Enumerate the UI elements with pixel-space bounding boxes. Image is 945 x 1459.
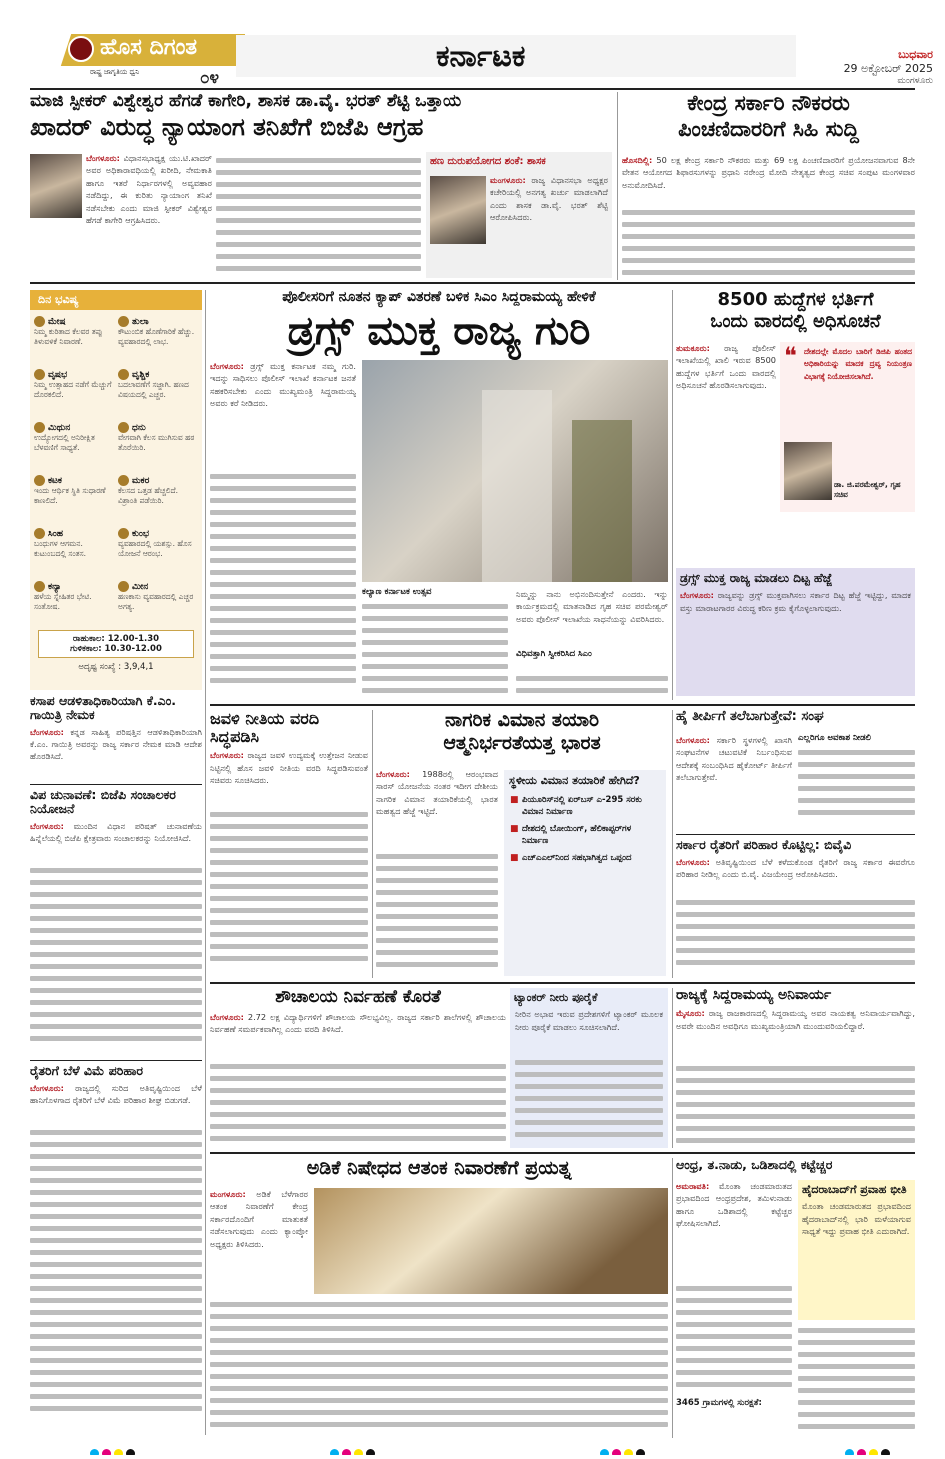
dateline: ಅಮರಾವತಿ: [676, 1181, 710, 1191]
lead-story-drugs [210, 290, 668, 700]
story-lead: ಮೊಂತಾ ಚಂಡಮಾರುತದ ಪ್ರಭಾವದಿಂದ ಆಂಧ್ರಪ್ರದೇಶ, ತಮಿಳುನಾಡು ಹಾಗೂ ಒಡಿಶಾದಲ್ಲಿ ಕಟ್ಟೆಚ್ಚರ ಘೋಷಿಸಲಾಗಿದೆ. [676, 1181, 792, 1229]
inset-lead: ರಾಜ್ಯ ವಿಧಾನಸಭಾ ಅಧ್ಯಕ್ಷರ ಕಚೇರಿಯಲ್ಲಿ ಅನಗತ್ಯ ಖರ್ಚು ಮಾಡಲಾಗಿದೆ ಎಂದು ಶಾಸಕ ಡಾ.ವೈ. ಭರತ್ ಶೆಟ್ಟಿ ಆರೋಪಿಸಿದರು. [490, 175, 608, 223]
zodiac-icon [118, 369, 129, 380]
dateline: ಬೆಂಗಳೂರು: [30, 820, 64, 831]
zodiac-sign [118, 316, 198, 366]
story-lead: ರಾಜ್ಯ ಪೊಲೀಸ್ ಇಲಾಖೆಯಲ್ಲಿ ಖಾಲಿ ಇರುವ 8500 ಹುದ್ದೆಗಳ ಭರ್ತಿಗೆ ಒಂದು ವಾರದಲ್ಲಿ ಅಧಿಸೂಚನೆ ಹೊರಡಿಸಲಾಗುವುದು. [676, 343, 776, 391]
story-kasap [30, 694, 202, 782]
story-headline: ವಿಪ ಚುನಾವಣೆ: ಬಿಜೆಪಿ ಸಂಚಾಲಕರ ನಿಯೋಜನೆ [30, 788, 176, 816]
zodiac-sign [34, 422, 114, 472]
zodiac-text: ನಿಮ್ಮ ಉತ್ಸಾಹದ ನಡೆಗೆ ಮೆಚ್ಚುಗೆ ದೊರಕಲಿದೆ. [34, 380, 112, 399]
story-hc-verdict [676, 710, 915, 830]
box-text: ಮೊಂತಾ ಚಂಡಮಾರುತದ ಪ್ರಭಾವದಿಂದ ಹೈದರಾಬಾದ್‌ನಲ್ಲಿ ಭಾರಿ ಮಳೆಯಾಗುವ ಸಾಧ್ಯತೆ ಇದ್ದು ಪ್ರವಾಹ ಭೀತಿ ಎದುರಾಗಿದೆ. [802, 1201, 911, 1236]
dateline: ಬೆಂಗಳೂರು: [680, 590, 714, 601]
registration-marks [600, 1443, 660, 1455]
zodiac-icon [34, 581, 45, 592]
stat-label: 3465 ಗ್ರಾಮಗಳಲ್ಲಿ ಸುರಕ್ಷತೆ: [676, 1398, 762, 1408]
dateline: ಬೆಂಗಳೂರು: [30, 726, 64, 737]
zodiac-sign [34, 369, 114, 419]
zodiac-sign [118, 475, 198, 525]
zodiac-name: ಕಟಕ [48, 476, 62, 486]
story-lead: ಮುಂದಿನ ವಿಧಾನ ಪರಿಷತ್ ಚುನಾವಣೆಯ ಹಿನ್ನೆಲೆಯಲ್ಲಿ ಬಿಜೆಪಿ ಕ್ಷೇತ್ರವಾರು ಸಂಚಾಲಕರನ್ನು ನಿಯೋಜಿಸಿದೆ. [30, 820, 202, 843]
story-body-col3 [516, 588, 668, 698]
lucky-numbers: ಅದೃಷ್ಟ ಸಂಖ್ಯೆ : 3,9,4,1 [78, 662, 154, 672]
zodiac-name: ಧನು [132, 423, 146, 433]
story-headline: ಡ್ರಗ್ಸ್ ಮುಕ್ತ ರಾಜ್ಯ ಮಾಡಲು ದಿಟ್ಟ ಹೆಜ್ಜೆ [680, 571, 833, 585]
story-body [798, 734, 915, 826]
story-headline: ಹೈ ತೀರ್ಪಿಗೆ ತಲೆಬಾಗುತ್ತೇವೆ: ಸಂಘ [676, 710, 824, 724]
campco-meeting-photo [314, 1188, 668, 1294]
zodiac-sign [34, 528, 114, 578]
zodiac-name: ತುಲಾ [132, 317, 149, 327]
story-vipa [30, 788, 202, 1058]
zodiac-icon [118, 528, 129, 539]
story-lead: ವಿಧಾನಸಭಾಧ್ಯಕ್ಷ ಯು.ಟಿ.ಖಾದರ್ ಅವರ ಅಧಿಕಾರಾವಧಿಯಲ್ಲಿ ಖರೀದಿ, ನೇಮಕಾತಿ ಹಾಗೂ ಇತರೆ ನಿರ್ಧಾರಗಳಲ್ಲಿ ಅವ್ಯವಹಾರ ನಡೆದಿದ್ದು, ಈ ಕುರಿತು ನ್ಯಾಯಾಂಗ ತನಿಖೆ ನಡೆಸಬೇಕು ಎಂದು ಮಾಜಿ ಸ್ಪೀಕರ್ ವಿಶ್ವೇಶ್ವರ ಹೆಗಡೆ ಕಾಗೇರಿ ಆಗ್ರಹಿಸಿದರು. [86, 153, 212, 226]
story-pension [622, 92, 915, 280]
story-textile [210, 710, 368, 978]
registration-marks [330, 1443, 390, 1455]
registration-marks [845, 1443, 905, 1455]
story-headline-line2: ಒಂದು ವಾರದಲ್ಲಿ ಅಧಿಸೂಚನೆ [710, 310, 881, 332]
zodiac-text: ಬದಲಾವಣೆಗೆ ಸಜ್ಜಾಗಿ. ಹಣದ ವಿಷಯದಲ್ಲಿ ಎಚ್ಚರ. [118, 380, 189, 399]
factbox-item: ■ ಪಿಯೂರಿಸ್‌ನಲ್ಲಿ ಏರ್‌ಬಸ್ ಎ-295 ಸರಕು ವಿಮಾನ ನಿರ್ಮಾಣ [510, 794, 660, 818]
dateline: ಬೆಂಗಳೂರು: [86, 153, 120, 163]
zodiac-sign [118, 369, 198, 419]
story-khader [30, 92, 612, 280]
zodiac-icon [34, 528, 45, 539]
zodiac-name: ವೃಷಭ [48, 370, 68, 380]
zodiac-name: ಕುಂಭ [132, 529, 150, 539]
zodiac-name: ಕನ್ಯಾ [48, 582, 62, 592]
story-cyclone [676, 1158, 915, 1438]
story-headline: ಡ್ರಗ್ಸ್ ಮುಕ್ತ ರಾಜ್ಯ ಗುರಿ [287, 308, 591, 355]
story-farmers-relief [676, 838, 915, 978]
story-headline: ಆಂಧ್ರ, ತ.ನಾಡು, ಒಡಿಶಾದಲ್ಲಿ ಕಟ್ಟೆಚ್ಚರ [676, 1158, 833, 1172]
factbox-items [504, 792, 666, 871]
dateline: ತುಮಕೂರು: [676, 343, 710, 353]
weekday: ಬುಧವಾರ [898, 48, 933, 61]
story-crop-insurance [30, 1064, 202, 1434]
zodiac-text: ಹಣಕಾಸು ವ್ಯವಹಾರದಲ್ಲಿ ಎಚ್ಚರ ಅಗತ್ಯ. [118, 592, 194, 611]
zodiac-grid [30, 310, 202, 630]
factbox-title: ಸ್ಥಳೀಯ ವಿಮಾನ ತಯಾರಿಕೆ ಹೇಗಿದೆ? [509, 774, 640, 787]
dateline: ಬೆಂಗಳೂರು: [376, 769, 410, 779]
factbox-item: ■ ಎಚ್‌ಎಎಲ್‌ನಿಂದ ಸಹಭಾಗಿತ್ವದ ಒಪ್ಪಂದ [510, 852, 660, 864]
dateline: ಮಂಗಳೂರು: [210, 1189, 246, 1199]
story-headline: ರಾಜ್ಯಕ್ಕೆ ಸಿದ್ದರಾಮಯ್ಯ ಅನಿವಾರ್ಯ [676, 988, 832, 1003]
story-body-col1 [210, 470, 356, 700]
horoscope-title: ದಿನ ಭವಿಷ್ಯ [30, 290, 202, 310]
quote-attribution: ಡಾ. ಜಿ.ಪರಮೇಶ್ವರ್, ಗೃಹ ಸಚಿವ [834, 480, 901, 499]
zodiac-name: ಮಿಥುನ [48, 423, 71, 433]
zodiac-icon [34, 316, 45, 327]
story-lead: ರಾಜ್ಯ ರಾಜಕಾರಣದಲ್ಲಿ ಸಿದ್ದರಾಮಯ್ಯ ಅವರ ನಾಯಕತ್ವ ಅನಿವಾರ್ಯವಾಗಿದ್ದು, ಅವರೇ ಮುಂದಿನ ಅವಧಿಗೂ ಮುಖ್ಯಮಂತ್ರಿಯಾಗಿ ಮುಂದುವರಿಯಲಿದ್ದಾರೆ. [676, 1008, 915, 1031]
story-lead: 2.72 ಲಕ್ಷ ವಿದ್ಯಾರ್ಥಿಗಳಿಗೆ ಶೌಚಾಲಯ ಸೌಲಭ್ಯವಿಲ್ಲ. ರಾಜ್ಯದ ಸರ್ಕಾರಿ ಶಾಲೆಗಳಲ್ಲಿ ಶೌಚಾಲಯ ನಿರ್ವಹಣೆ ಸಮರ್ಪಕವಾಗಿಲ್ಲ ಎಂದು ವರದಿ ತಿಳಿಸಿದೆ. [210, 1011, 506, 1035]
date: 29 ಅಕ್ಟೋಬರ್ 2025 [843, 62, 933, 75]
story-body [210, 1300, 668, 1436]
story-lead: ಸರ್ಕಾರಿ ಸ್ಥಳಗಳಲ್ಲಿ ಖಾಸಗಿ ಸಂಘಟನೆಗಳ ಚಟುವಟಿಕೆ ನಿರ್ಬಂಧಿಸುವ ಆದೇಶಕ್ಕೆ ಸಂಬಂಧಿಸಿದ ಹೈಕೋರ್ಟ್ ತೀರ್ಪಿಗೆ ತಲೆಬಾಗುತ್ತೇವೆ. [676, 735, 792, 783]
section-band [236, 35, 796, 77]
edition-city: ಮಂಗಳೂರು [897, 76, 933, 86]
story-lead: 50 ಲಕ್ಷ ಕೇಂದ್ರ ಸರ್ಕಾರಿ ನೌಕರರು ಮತ್ತು 69 ಲಕ್ಷ ಪಿಂಚಣಿದಾರರಿಗೆ ಪ್ರಯೋಜನವಾಗುವ 8ನೇ ವೇತನ ಆಯೋಗದ ಶಿಫಾರಸುಗಳನ್ನು ಪ್ರಧಾನಿ ನರೇಂದ್ರ ಮೋದಿ ನೇತೃತ್ವದ ಕೇಂದ್ರ ಸಚಿವ ಸಂಪುಟ ಮಂಗಳವಾರ ಅನುಮೋದಿಸಿದೆ. [622, 155, 915, 190]
story-lead: ಡ್ರಗ್ಸ್ ಮುಕ್ತ ಕರ್ನಾಟಕ ನಮ್ಮ ಗುರಿ. ಇದನ್ನು ಸಾಧಿಸಲು ಪೊಲೀಸ್ ಇಲಾಖೆ ಕರ್ನಾಟಕ ಜನತೆ ಸಹಕರಿಸಬೇಕು ಎಂದು ಮುಖ್ಯಮಂತ್ರಿ ಸಿದ್ದರಾಮಯ್ಯ ಅವರು ಕರೆ ನೀಡಿದರು. [210, 361, 356, 409]
factbox-item: ■ ದೇಶದಲ್ಲಿ ಬೋಯಿಂಗ್, ಹೆಲಿಕಾಪ್ಟರ್‌ಗಳ ನಿರ್ಮಾಣ [510, 823, 660, 847]
lamp-icon [68, 36, 94, 62]
quote-text: ದೇಶದಲ್ಲೇ ಮೊದಲ ಬಾರಿಗೆ ಡಿಜಿಪಿ ಹಂತದ ಅಧಿಕಾರಿಯನ್ನು ಮಾದಕ ದ್ರವ್ಯ ನಿಯಂತ್ರಣ ವಿಭಾಗಕ್ಕೆ ನಿಯೋಜಿಸಲಾಗಿದೆ. [804, 347, 912, 381]
story-lead: ಕನ್ನಡ ಸಾಹಿತ್ಯ ಪರಿಷತ್ತಿನ ಆಡಳಿತಾಧಿಕಾರಿಯಾಗಿ ಕೆ.ಎಂ. ಗಾಯಿತ್ರಿ ಅವರನ್ನು ರಾಜ್ಯ ಸರ್ಕಾರ ನೇಮಕ ಮಾಡಿ ಆದೇಶ ಹೊರಡಿಸಿದೆ. [30, 726, 202, 762]
zodiac-sign [118, 422, 198, 472]
story-lead: ಅಡಿಕೆ ಬೆಳೆಗಾರರ ಆತಂಕ ನಿವಾರಣೆಗೆ ಕೇಂದ್ರ ಸರ್ಕಾರದೊಂದಿಗೆ ಮಾತುಕತೆ ನಡೆಸಲಾಗುವುದು ಎಂದು ಕ್ಯಾಂಪ್ಕೋ ಅಧ್ಯಕ್ಷರು ತಿಳಿಸಿದರು. [210, 1189, 308, 1249]
story-lead: ರಾಜ್ಯವನ್ನು ಡ್ರಗ್ಸ್ ಮುಕ್ತವಾಗಿಸಲು ಸರ್ಕಾರ ದಿಟ್ಟ ಹೆಜ್ಜೆ ಇಟ್ಟಿದ್ದು, ಮಾದಕ ವಸ್ತು ಮಾರಾಟಗಾರರ ವಿರುದ್ಧ ಕಠಿಣ ಕ್ರಮ ಕೈಗೊಳ್ಳಲಾಗುವುದು. [680, 590, 911, 613]
zodiac-icon [118, 422, 129, 433]
parameshwar-photo [784, 442, 832, 500]
story-headline-line1: 8500 ಹುದ್ದೆಗಳ ಭರ್ತಿಗೆ [717, 290, 874, 310]
story-body-col2 [798, 1326, 915, 1434]
zodiac-text: ಉದ್ಯೋಗದಲ್ಲಿ ಅನಿರೀಕ್ಷಿತ ಬೆಳವಣಿಗೆ ಸಾಧ್ಯತೆ. [34, 433, 95, 452]
quote-icon: ❝ [784, 342, 797, 370]
newspaper-logo [30, 30, 245, 86]
story-kicker: ಮಾಜಿ ಸ್ಪೀಕರ್ ವಿಶ್ವೇಶ್ವರ ಹೆಗಡೆ ಕಾಗೇರಿ, ಶಾಸಕ ಡಾ.ವೈ. ಭರತ್ ಶೆಟ್ಟಿ ಒತ್ತಾಯ [30, 92, 462, 111]
story-headline: ಖಾದರ್ ವಿರುದ್ಧ ನ್ಯಾಯಾಂಗ ತನಿಖೆಗೆ ಬಿಜೆಪಿ ಆಗ್ರಹ [30, 112, 424, 141]
story-lead: ರಾಜ್ಯದ ಜವಳಿ ಉದ್ಯಮಕ್ಕೆ ಉತ್ತೇಜನ ನೀಡುವ ನಿಟ್ಟಿನಲ್ಲಿ ಹೊಸ ಜವಳಿ ನೀತಿಯ ವರದಿ ಸಿದ್ಧಪಡಿಸುವಂತೆ ಸಚಿವರು ಸೂಚಿಸಿದರು. [210, 750, 368, 785]
masthead [0, 0, 945, 88]
zodiac-text: ನಿಮ್ಮ ಕುರಿತಾದ ಕೆಲವರ ತಪ್ಪು ತಿಳುವಳಿಕೆ ನಿವಾರಣೆ. [34, 327, 103, 346]
inset-dateline: ಮಂಗಳೂರು: [490, 175, 526, 185]
zodiac-icon [34, 369, 45, 380]
zodiac-sign [34, 475, 114, 525]
story-kicker: ಪೊಲೀಸರಿಗೆ ನೂತನ ಕ್ಯಾಪ್ ವಿತರಣೆ ಬಳಿಕ ಸಿಎಂ ಸಿದ್ದರಾಮಯ್ಯ ಹೇಳಿಕೆ [282, 290, 596, 305]
story-headline: ಟ್ಯಾಂಕರ್ ನೀರು ಪೂರೈಕೆ [514, 991, 598, 1004]
inset-box [426, 152, 612, 278]
timings [38, 630, 194, 658]
zodiac-icon [118, 316, 129, 327]
story-headline: ಶೌಚಾಲಯ ನಿರ್ವಹಣೆ ಕೊರತೆ [275, 988, 441, 1007]
subhead: ವಿಧಿವತ್ತಾಗಿ ಸ್ವೀಕರಿಸಿದ ಸಿಎಂ [516, 649, 592, 659]
section-title: ಕರ್ನಾಟಕ [436, 39, 526, 74]
zodiac-icon [34, 422, 45, 433]
story-headline-line1: ಕೇಂದ್ರ ಸರ್ಕಾರಿ ನೌಕರರು [687, 92, 850, 115]
story-body [676, 1284, 792, 1394]
aviation-factbox [504, 770, 666, 976]
zodiac-sign [34, 581, 114, 631]
story-tanker [510, 988, 668, 1148]
story-headline: ಕಸಾಪ ಆಡಳಿತಾಧಿಕಾರಿಯಾಗಿ ಕೆ.ಎಂ. ಗಾಯಿತ್ರಿ ನೇಮಕ [30, 694, 176, 722]
story-arecanut [210, 1158, 668, 1438]
dateline: ಬೆಂಗಳೂರು: [210, 750, 244, 761]
zodiac-text: ವ್ಯವಹಾರದಲ್ಲಿ ಯಶಸ್ಸು. ಹೊಸ ಯೋಜನೆ ಆರಂಭ. [118, 539, 192, 558]
page-number: ೦೪ [200, 68, 220, 86]
story-headline-line2: ಆತ್ಮನಿರ್ಭರತೆಯತ್ತ ಭಾರತ [443, 731, 601, 754]
dateline: ಬೆಂಗಳೂರು: [676, 735, 710, 745]
zodiac-text: ಇಂದು ಆರ್ಥಿಕ ಸ್ಥಿತಿ ಸುಧಾರಣೆ ಕಾಣಲಿದೆ. [34, 486, 106, 505]
story-body [622, 208, 915, 278]
story-body [30, 866, 202, 1046]
zodiac-name: ಮೇಷ [48, 317, 66, 327]
subhead: ಕಲ್ಯಾಣ ಕರ್ನಾಟಕ ಉತ್ಸವ [362, 588, 432, 597]
box-title: ಹೈದರಾಬಾದ್‌ಗೆ ಪ್ರವಾಹ ಭೀತಿ [802, 1183, 907, 1196]
story-lead: ನೀರಿನ ಅಭಾವ ಇರುವ ಪ್ರದೇಶಗಳಿಗೆ ಟ್ಯಾಂಕರ್ ಮೂಲಕ ನೀರು ಪೂರೈಕೆ ಮಾಡಲು ಸೂಚಿಸಲಾಗಿದೆ. [515, 1009, 663, 1032]
zodiac-text: ವೇಗವಾಗಿ ಕೆಲಸ ಮುಗಿಸುವ ಹಠ ತೊರೆಯಿರಿ. [118, 433, 195, 452]
zodiac-name: ವೃಶ್ಚಿಕ [132, 370, 150, 380]
story-lead: 1988ರಲ್ಲಿ ಆರಂಭವಾದ ಸಾರಸ್ ಯೋಜನೆಯ ನಂತರ ಇದೀಗ ದೇಶೀಯ ನಾಗರಿಕ ವಿಮಾನ ತಯಾರಿಕೆಯಲ್ಲಿ ಭಾರತ ಮಹತ್ವದ ಹೆಜ್ಜೆ ಇಟ್ಟಿದೆ. [376, 769, 498, 817]
hyderabad-box [798, 1180, 915, 1320]
story-body [376, 852, 498, 976]
story-headline: ಜವಳಿ ನೀತಿಯ ವರದಿ ಸಿದ್ಧಪಡಿಸಿ [210, 710, 320, 746]
rahukala: ರಾಹುಕಾಲ: 12.00-1.30 [72, 634, 160, 644]
zodiac-text: ಕೌಟುಂಬಿಕ ಹೊಣೆಗಾರಿಕೆ ಹೆಚ್ಚು. ವ್ಯವಹಾರದಲ್ಲಿ ಲಾಭ. [118, 327, 195, 346]
story-lead: ಅತಿವೃಷ್ಟಿಯಿಂದ ಬೆಳೆ ಕಳೆದುಕೊಂಡ ರೈತರಿಗೆ ರಾಜ್ಯ ಸರ್ಕಾರ ಈವರೆಗೂ ಪರಿಹಾರ ನೀಡಿಲ್ಲ ಎಂದು ಬಿ.ವೈ. ವಿಜಯೇಂದ್ರ ಆರೋಪಿಸಿದರು. [676, 856, 915, 880]
logo-text: ಹೊಸ ದಿಗಂತ [100, 35, 198, 60]
story-siddaramaiah [676, 988, 915, 1148]
zodiac-sign [34, 316, 114, 366]
cm-cap-ceremony-photo [362, 360, 668, 582]
date-block [805, 48, 945, 88]
dateline: ಬೆಂಗಳೂರು: [210, 361, 244, 371]
story-body [210, 810, 368, 970]
story-body [676, 1064, 915, 1146]
story-headline-line1: ನಾಗರಿಕ ವಿಮಾನ ತಯಾರಿ [444, 710, 600, 731]
story-aviation [376, 710, 668, 978]
zodiac-sign [118, 528, 198, 578]
story-headline-line2: ಪಿಂಚಣಿದಾರರಿಗೆ ಸಿಹಿ ಸುದ್ದಿ [678, 117, 859, 142]
inset-title: ಹಣ ದುರುಪಯೋಗದ ಶಂಕೆ: ಶಾಸಕ [430, 156, 546, 167]
masthead-rule [30, 88, 915, 90]
zodiac-name: ಮೀನ [132, 582, 149, 592]
dateline: ಬೆಂಗಳೂರು: [30, 1082, 64, 1093]
zodiac-name: ಮಕರ [132, 476, 150, 486]
dateline: ಮೈಸೂರು: [676, 1008, 705, 1019]
zodiac-text: ಕೆಲಸದ ಒತ್ತಡ ಹೆಚ್ಚಲಿದೆ. ವಿಶ್ರಾಂತಿ ಪಡೆಯಿರಿ. [118, 486, 178, 505]
registration-marks [90, 1443, 150, 1455]
story-drugs-step [676, 568, 915, 696]
horoscope-box [30, 290, 202, 690]
story-headline: ಸರ್ಕಾರ ರೈತರಿಗೆ ಪರಿಹಾರ ಕೊಟ್ಟಿಲ್ಲ: ಬಿವೈವಿ [676, 838, 852, 852]
dateline: ಬೆಂಗಳೂರು: [210, 1011, 244, 1022]
bharath-shetty-photo [430, 176, 486, 244]
story-toilets [210, 988, 506, 1148]
dateline: ಹೊಸದಿಲ್ಲಿ: [622, 155, 653, 165]
zodiac-text: ಹಳೆಯ ಸ್ನೇಹಿತರ ಭೇಟಿ. ಸಂತೋಷ. [34, 592, 92, 611]
subhead: ಎಲ್ಲರಿಗೂ ಅವಕಾಶ ನೀಡಲಿ [798, 734, 871, 743]
dateline: ಬೆಂಗಳೂರು: [676, 856, 710, 867]
zodiac-text: ಬಂಧುಗಳ ಆಗಮನ. ಕುಟುಂಬದಲ್ಲಿ ಸಂತಸ. [34, 539, 86, 558]
story-body-col2 [362, 588, 508, 698]
story-lead: ರಾಜ್ಯದಲ್ಲಿ ಸುರಿದ ಅತಿವೃಷ್ಟಿಯಿಂದ ಬೆಳೆ ಹಾನಿಗೊಳಗಾದ ರೈತರಿಗೆ ಬೆಳೆ ವಿಮೆ ಪರಿಹಾರ ಶೀಘ್ರ ಬಿಡುಗಡೆ. [30, 1082, 202, 1106]
kageri-photo [30, 154, 82, 218]
zodiac-name: ಸಿಂಹ [48, 529, 64, 539]
gulikakala: ಗುಳಿಕಕಾಲ: 10.30-12.00 [70, 644, 162, 654]
story-body [676, 898, 915, 974]
zodiac-icon [118, 475, 129, 486]
zodiac-icon [118, 581, 129, 592]
zodiac-sign [118, 581, 198, 631]
zodiac-icon [34, 475, 45, 486]
story-headline: ರೈತರಿಗೆ ಬೆಳೆ ವಿಮೆ ಪರಿಹಾರ [30, 1064, 144, 1078]
story-body [515, 1058, 663, 1144]
story-body [210, 1062, 506, 1146]
story-body-col2 [216, 154, 421, 278]
story-col3-text: ನಿಮ್ಮನ್ನು ನಾನು ಅಭಿನಂದಿಸುತ್ತೇನೆ ಎಂದರು. ಇನ್ನು ಕಾರ್ಯಕ್ರಮದಲ್ಲಿ ಮಾತನಾಡಿದ ಗೃಹ ಸಚಿವ ಪರಮೇಶ್ವರ್ ಅವರು ಪೊಲೀಸ್ ಇಲಾಖೆಯ ಸಾಧನೆಯನ್ನು ವಿವರಿಸಿದರು. [516, 589, 668, 624]
story-8500-posts [676, 290, 915, 565]
story-headline: ಅಡಿಕೆ ನಿಷೇಧದ ಆತಂಕ ನಿವಾರಣೆಗೆ ಪ್ರಯತ್ನ [306, 1158, 572, 1179]
logo-tagline: ರಾಷ್ಟ್ರ ಜಾಗೃತಿಯ ಧ್ವನಿ [90, 68, 140, 76]
story-body [30, 1128, 202, 1428]
quote-box [780, 342, 915, 512]
